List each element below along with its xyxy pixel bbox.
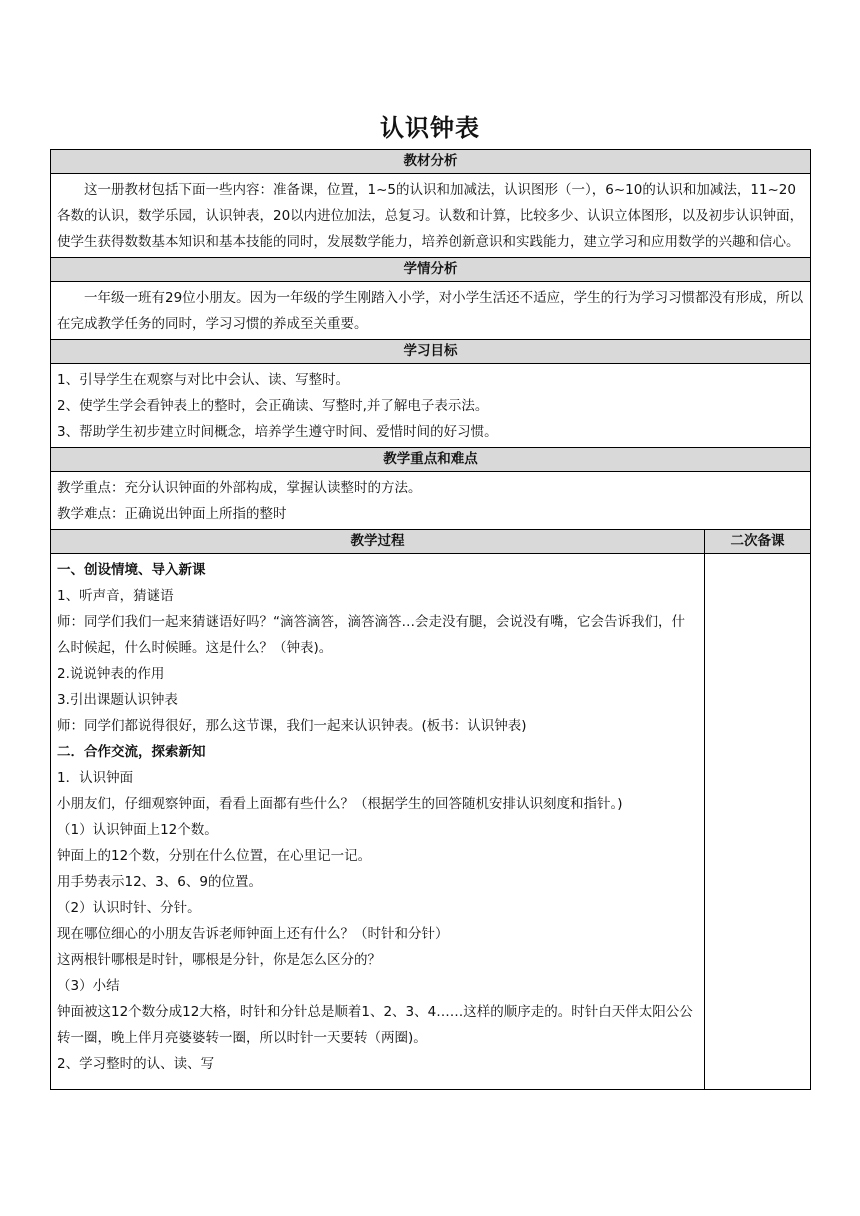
process-line: 小朋友们，仔细观察钟面，看看上面都有些什么？（根据学生的回答随机安排认识刻度和指针。) xyxy=(57,796,623,812)
process-line: （3）小结 xyxy=(57,978,120,994)
process-line: 钟面被这12个数分成12大格，时针和分针总是顺着1、2、3、4……这样的顺序走的。时针白天伴太阳公公转一圈，晚上伴月亮婆婆转一圈，所以时针一天要转（两圈)。 xyxy=(57,1004,693,1046)
process-line: 2、学习整时的认、读、写 xyxy=(57,1056,215,1072)
process-line: 二．合作交流，探索新知 xyxy=(57,744,206,760)
material-analysis-text: 这一册教材包括下面一些内容：准备课，位置，1~5的认识和加减法，认识图形（一），6~10的认识和加减法，11~20各数的认识，数学乐园，认识钟表，20以内进位加法，总复习。认数和计算，比较多少、认识立体图形，以及初步认识钟面，使学生获得数数基本知识和基本技能的同时，发展数学能力，培养创新意识和实践能力，建立学习和应用数学的兴趣和信心。 xyxy=(57,182,804,250)
goal-item: 1、引导学生在观察与对比中会认、读、写整时。 xyxy=(57,372,350,388)
process-line: 现在哪位细心的小朋友告诉老师钟面上还有什么？（时针和分针） xyxy=(57,926,449,942)
process-line: 钟面上的12个数，分别在什么位置，在心里记一记。 xyxy=(57,848,372,864)
teaching-focus: 教学重点：充分认识钟面的外部构成，掌握认读整时的方法。 xyxy=(57,480,422,496)
material-analysis-cell xyxy=(51,174,811,258)
learning-goals-heading: 学习目标 xyxy=(51,340,811,364)
teaching-process-cell xyxy=(51,554,705,1090)
process-line: 2.说说钟表的作用 xyxy=(57,666,165,682)
second-prep-cell xyxy=(705,554,811,1090)
second-prep-heading: 二次备课 xyxy=(705,530,811,554)
process-line: 师：同学们我们一起来猜谜语好吗？“滴答滴答，滴答滴答…会走没有腿，会说没有嘴，它会告诉我们，什么时候起，什么时候睡。这是什么？（钟表)。 xyxy=(57,614,685,656)
process-line: 1、听声音，猜谜语 xyxy=(57,588,174,604)
process-line: 3.引出课题认识钟表 xyxy=(57,692,178,708)
process-line: （2）认识时针、分针。 xyxy=(57,900,201,916)
process-line: 1．认识钟面 xyxy=(57,770,134,786)
process-line: 这两根针哪根是时针，哪根是分针，你是怎么区分的？ xyxy=(57,952,381,968)
goal-item: 2、使学生学会看钟表上的整时，会正确读、写整时,并了解电子表示法。 xyxy=(57,398,489,414)
student-analysis-cell xyxy=(51,282,811,340)
keypoints-cell xyxy=(51,472,811,530)
material-analysis-heading: 教材分析 xyxy=(51,150,811,174)
process-line: 一、创设情境、导入新课 xyxy=(57,562,206,578)
goal-item: 3、帮助学生初步建立时间概念，培养学生遵守时间、爱惜时间的好习惯。 xyxy=(57,424,498,440)
student-analysis-text: 一年级一班有29位小朋友。因为一年级的学生刚踏入小学，对小学生活还不适应，学生的行为学习习惯都没有形成，所以在完成教学任务的同时，学习习惯的养成至关重要。 xyxy=(57,290,804,332)
process-line: （1）认识钟面上12个数。 xyxy=(57,822,218,838)
process-line: 师：同学们都说得很好，那么这节课，我们一起来认识钟表。(板书：认识钟表) xyxy=(57,718,527,734)
student-analysis-heading: 学情分析 xyxy=(51,258,811,282)
page-title: 认识钟表 xyxy=(380,114,480,142)
teaching-process-heading: 教学过程 xyxy=(51,530,705,554)
lesson-plan-table xyxy=(50,149,811,1090)
process-line: 用手势表示12、3、6、9的位置。 xyxy=(57,874,262,890)
learning-goals-cell xyxy=(51,364,811,448)
keypoints-heading: 教学重点和难点 xyxy=(51,448,811,472)
teaching-difficulty: 教学难点：正确说出钟面上所指的整时 xyxy=(57,506,287,522)
